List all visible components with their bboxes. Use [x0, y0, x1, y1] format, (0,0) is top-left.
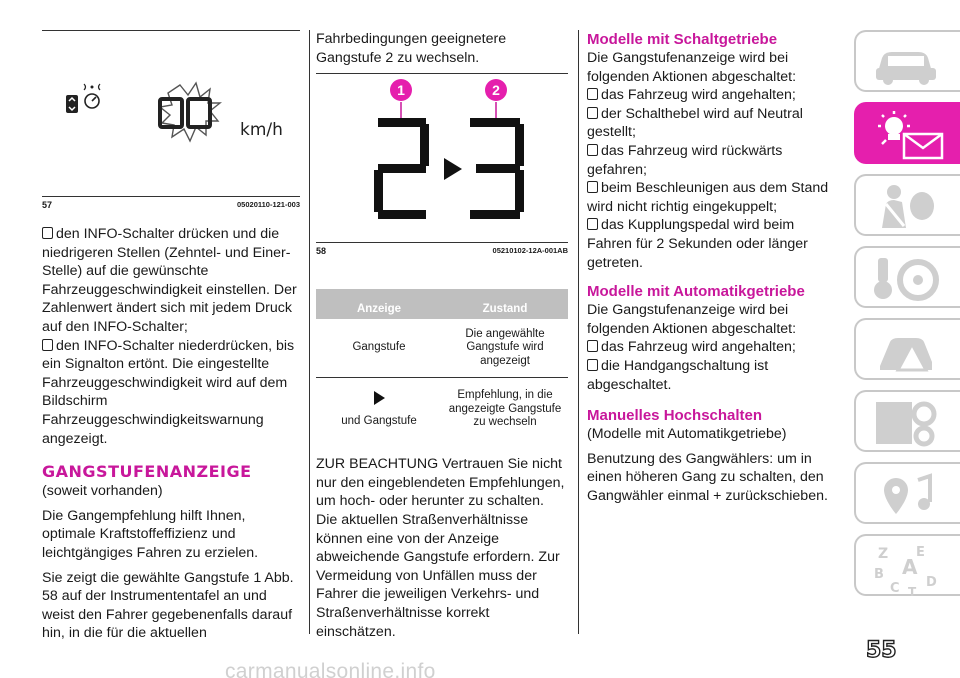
column-right: [587, 30, 837, 505]
tab-warning-lights[interactable]: [854, 102, 960, 164]
car-icon: [872, 38, 942, 88]
list-item: das Fahrzeug wird angehalten;: [587, 338, 837, 357]
bullet-icon: [587, 218, 598, 230]
svg-text:A: A: [902, 555, 918, 579]
tab-emergency[interactable]: [854, 318, 960, 380]
section-heading: GANGSTUFENANZEIGE: [42, 462, 252, 482]
paragraph: den INFO-Schalter niederdrücken, bis ein Signalton ertönt. Die eingestellte Fahrzeuggeschwindigkeit wird auf dem Bildschirm Fahrzeuggeschwindigkeitswarnung angezeigt.: [42, 337, 295, 447]
speed-warning-icon: [66, 84, 100, 113]
table-cell: und Gangstufe: [316, 377, 442, 441]
section-heading: Modelle mit Automatikgetriebe: [587, 283, 805, 301]
list-item: das Fahrzeug wird angehalten;: [587, 86, 837, 105]
index-letters-icon: [872, 542, 948, 596]
figure-code: 05020110-121-003: [237, 200, 300, 209]
callout-2-label: 2: [492, 82, 500, 99]
gear-digit-2: [374, 118, 429, 219]
paragraph: Benutzung des Gangwählers: um in einen höheren Gang zu schalten, den Gangwähler einmal + zurückschieben.: [587, 450, 828, 504]
warning-light-icon: [872, 110, 948, 162]
tab-multimedia[interactable]: [854, 462, 960, 524]
column-divider: [309, 30, 310, 634]
svg-text:T: T: [908, 585, 917, 596]
svg-text:D: D: [926, 575, 937, 590]
figure-57: [42, 30, 300, 197]
list-item: beim Beschleunigen aus dem Stand wird nicht richtig eingekuppelt;: [587, 180, 829, 215]
tab-safety[interactable]: [854, 174, 960, 236]
paragraph: Die Gangstufenanzeige wird bei folgenden Aktionen abgeschaltet:: [587, 50, 797, 85]
column-middle: [316, 30, 568, 641]
gear-digit-3: [470, 118, 524, 219]
svg-text:Z: Z: [878, 546, 889, 562]
paragraph: Sie zeigt die gewählte Gangstufe 1 Abb. 58 auf der Instrumententafel an und weist den Fahrer gegebenenfalls darauf hin, in die für die aktuellen: [42, 569, 294, 642]
section-heading: Modelle mit Schaltgetriebe: [587, 31, 778, 48]
bullet-icon: [587, 181, 598, 193]
figure-number: 57: [42, 200, 53, 210]
caution-note: ZUR BEACHTUNG Vertrauen Sie nicht nur den eingeblendeten Empfehlungen, um hoch- oder herunter zu schalten. Die aktuellen Straßenverhältnisse können eine von der Anzeige abweichende Gangstufe erfordern. Zur Vermeidung von Unfällen muss der Fahrer die jeweiligen Verkehrs- und Straßenverhältnisse korrekt einschätzen.: [316, 456, 565, 640]
figure-code: 05210102-12A-001AB: [492, 246, 568, 256]
list-item: der Schalthebel wird auf Neutral gestellt;: [587, 105, 803, 141]
table-row: [316, 319, 568, 377]
table-header-row: [316, 289, 568, 319]
column-left: [42, 30, 300, 643]
table-header: Zustand: [442, 289, 568, 319]
table-header: Anzeige: [316, 289, 442, 319]
svg-text:C: C: [890, 581, 900, 596]
tab-starting-driving[interactable]: [854, 246, 960, 308]
shift-arrow-icon: [444, 158, 462, 180]
speed-unit-label: km/h: [240, 120, 283, 140]
section-heading: Manuelles Hochschalten: [587, 407, 763, 425]
svg-text:E: E: [916, 545, 925, 560]
bullet-icon: [587, 340, 598, 352]
gear-display-illustration: [316, 74, 568, 242]
wrench-gears-icon: [872, 398, 942, 448]
paragraph: Fahrbedingungen geeignetere Gangstufe 2 zu wechseln.: [316, 31, 507, 66]
list-item: das Fahrzeug wird rückwärts gefahren;: [587, 142, 783, 178]
speed-display-illustration: [42, 31, 300, 196]
table-row: [316, 377, 568, 441]
watermark: carmanualsonline.info: [225, 660, 436, 678]
tab-index[interactable]: [854, 534, 960, 596]
paragraph: Die Gangempfehlung hilft Ihnen, optimale Kraftstoffeffizienz und leichtgängiges Fahren zu erzielen.: [42, 507, 259, 561]
music-navigation-icon: [872, 470, 942, 520]
figure-57-caption: [42, 197, 300, 211]
tab-maintenance[interactable]: [854, 390, 960, 452]
paragraph: den INFO-Schalter drücken und die niedrigeren Stellen (Zehntel- und Einer-Stelle) auf die gewünschte Fahrzeuggeschwindigkeit einstellen. Der Zahlenwert ändert sich mit jedem Druck auf den INFO-Schalter;: [42, 226, 297, 335]
table-cell: Gangstufe: [316, 319, 442, 377]
figure-58-caption: [316, 243, 568, 257]
callout-1-label: 1: [397, 82, 405, 99]
figure-number: 58: [316, 246, 327, 257]
seatbelt-airbag-icon: [872, 182, 942, 232]
section-subheading: (Modelle mit Automatikgetriebe): [587, 426, 787, 443]
table-cell: Die angewählte Gangstufe wird angezeigt: [442, 319, 568, 377]
tab-car[interactable]: [854, 30, 960, 92]
key-steering-icon: [872, 254, 942, 304]
table-cell: Empfehlung, in die angezeigte Gangstufe zu wechseln: [448, 389, 562, 429]
warning-triangle-icon: [872, 326, 942, 376]
paragraph: Die Gangstufenanzeige wird bei folgenden Aktionen abgeschaltet:: [587, 302, 797, 337]
bullet-icon: [587, 144, 598, 156]
bullet-icon: [587, 359, 598, 371]
page-number: 55: [866, 638, 897, 663]
bullet-icon: [587, 88, 598, 100]
bullet-icon: [587, 107, 598, 119]
figure-58: [316, 73, 568, 243]
gear-indicator-table: [316, 289, 568, 441]
section-subheading: (soweit vorhanden): [42, 483, 163, 500]
arrow-right-icon: [374, 391, 385, 405]
bullet-icon: [42, 227, 53, 239]
column-divider: [578, 30, 579, 634]
bullet-icon: [42, 339, 53, 351]
list-item: das Kupplungspedal wird beim Fahren für 2 Sekunden oder länger getreten.: [587, 217, 808, 271]
svg-text:B: B: [874, 567, 884, 582]
list-item: die Handgangschaltung ist abgeschaltet.: [587, 357, 769, 393]
